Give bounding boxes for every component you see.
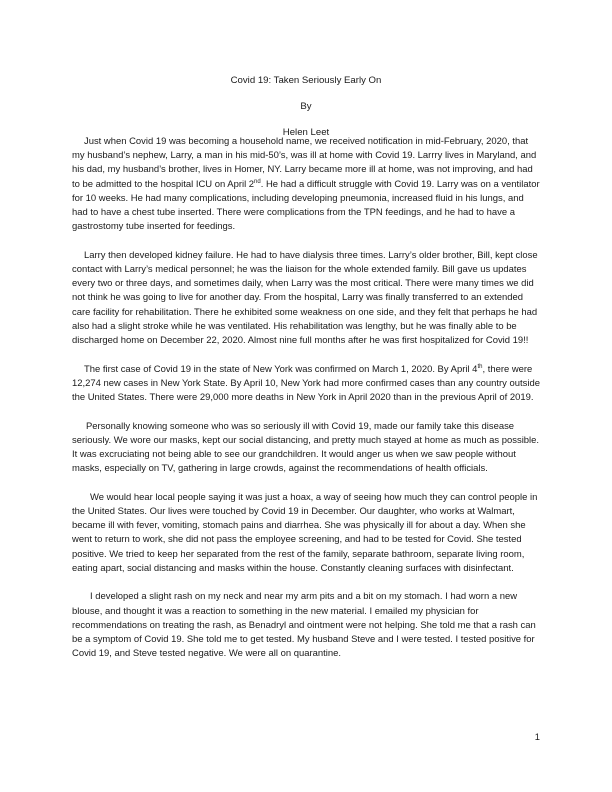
paragraph-2 <box>72 249 542 348</box>
paragraph-2-text: Larry then developed kidney failure. He had to have dialysis three times. Larry’s older brother, Bill, kept close contact with Larry’s medical personnel; he was the liaison for the whole extended family. Bill gave us updates every two or three days, and sometimes daily, when Larry was the most critical. There were many times we did not think he was going to live for another day. From the hospital, Larry was finally transferred to an extended care facility for rehabilitation. There he exhibited some weakness on one side, and they felt that perhaps he had also had a slight stroke while he was ventilated. His rehabilitation was lengthy, but he was finally able to be discharged home on December 22, 2020. Almost nine full months after he was first hospitalized for Covid 19!! <box>72 249 538 347</box>
paragraph-1 <box>72 135 542 234</box>
paragraph-1-superscript: nd <box>254 178 261 185</box>
page-number: 1 <box>534 731 540 742</box>
paragraph-3 <box>72 363 542 406</box>
document-body <box>72 135 542 676</box>
paragraph-3-text-b: , there were 12,274 new cases in New York State. By April 10, New York had more confirmed cases than any country outside the United States. There were 29,000 more deaths in New York in April 2020 than in the previous April of 2019. <box>72 363 540 404</box>
title-block <box>0 70 612 144</box>
document-title: Covid 19: Taken Seriously Early On <box>230 75 382 86</box>
paragraph-6 <box>72 590 542 661</box>
byline-by: By <box>300 101 312 112</box>
paragraph-6-text: I developed a slight rash on my neck and near my arm pits and a bit on my stomach. I had worn a new blouse, and thought it was a reaction to something in the new material. I emailed my physician for recommendations on treating the rash, as Benadryl and ointment were not helping. She told me that a rash can be a symptom of Covid 19. She told me to get tested. My husband Steve and I were tested. I tested positive for Covid 19, and Steve tested negative. We were all on quarantine. <box>72 591 536 660</box>
paragraph-4 <box>72 420 542 477</box>
paragraph-4-text: Personally knowing someone who was so seriously ill with Covid 19, made our family take this disease seriously. We wore our masks, kept our social distancing, and pretty much stayed at home as much as possible. It was excruciating not being able to see our grandchildren. It would anger us when we saw people without masks, especially on TV, gathering in large crowds, against the recommendations of health officials. <box>72 420 540 475</box>
paragraph-3-text-a: The first case of Covid 19 in the state of New York was confirmed on March 1, 2020. By April 4 <box>84 363 478 375</box>
paragraph-1-text-b: . He had a difficult struggle with Covid 19. Larry was on a ventilator for 10 weeks. He had many complications, including developing pneumonia, increased fluid in his lungs, and had to have a chest tube inserted. There were complications from the TPN feedings, and he had to have a gastrostomy tube inserted for feedings. <box>72 178 540 233</box>
author-name: Helen Leet <box>282 127 330 138</box>
paragraph-3-superscript: th <box>477 363 483 370</box>
paragraph-5-text: We would hear local people saying it was just a hoax, a way of seeing how much they can control people in the United States. Our lives were touched by Covid 19 in December. Our daughter, who works at Walmart, became ill with fever, vomiting, stomach pains and diarrhea. She was physically ill for about a day. When she went to return to work, she did not pass the employee screening, and had to be tested for Covid. She tested positive. We tried to keep her separated from the rest of the family, separate bathroom, separate living room, eating apart, social distancing and masks within the house. Constantly cleaning surfaces with disinfectant. <box>72 491 538 574</box>
paragraph-1-text-a: Just when Covid 19 was becoming a household name, we received notification in mid-February, 2020, that my husband’s nephew, Larry, a man in his mid-50’s, was ill at home with Covid 19. Larrry lives in Maryland, and his dad, my husband’s brother, lives in Homer, NY. Larry became more ill at home, was not improving, and had to be admitted to the hospital ICU on April 2 <box>72 136 537 190</box>
paragraph-5 <box>72 491 542 576</box>
